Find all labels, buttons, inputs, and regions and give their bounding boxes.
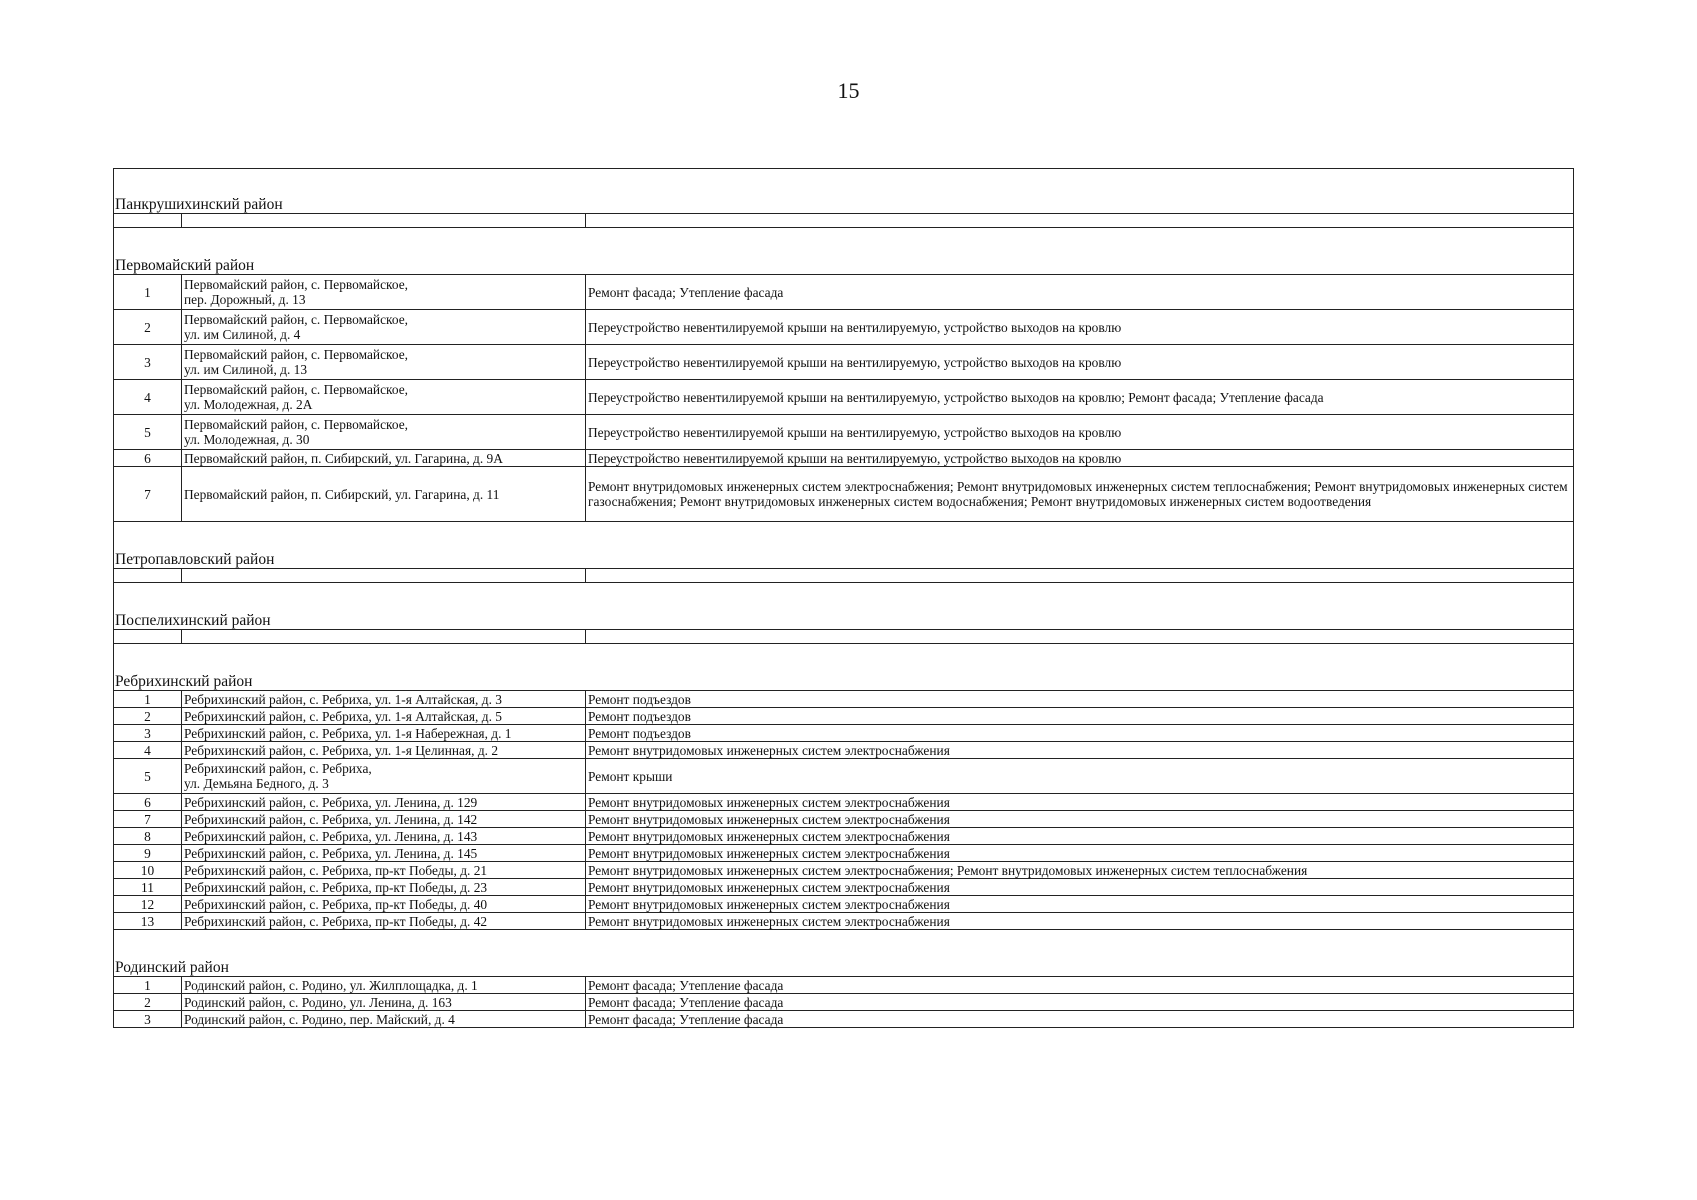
row-number: 10 [114,862,182,879]
address-line: Родинский район, с. Родино, пер. Майский, д. 4 [184,1011,455,1027]
row-number: 2 [114,994,182,1011]
repair-program-table [113,168,1574,1028]
address-cell [182,275,586,310]
address-line: Первомайский район, с. Первомайское, [184,312,408,327]
row-number: 1 [114,691,182,708]
table-row [114,691,1574,708]
works-cell: Ремонт внутридомовых инженерных систем электроснабжения [586,828,1574,845]
address-line: ул. им Силиной, д. 4 [184,327,301,342]
table-row [114,708,1574,725]
works-cell: Ремонт внутридомовых инженерных систем электроснабжения; Ремонт внутридомовых инженерных систем теплоснабжения [586,862,1574,879]
district-header-row [114,195,1574,214]
table-row [114,879,1574,896]
table-body [114,169,1574,1028]
address-line: Первомайский район, п. Сибирский, ул. Гагарина, д. 9А [184,450,503,466]
address-cell [182,759,586,794]
address-cell [182,415,586,450]
works-cell: Ремонт внутридомовых инженерных систем электроснабжения; Ремонт внутридомовых инженерных систем теплоснабжения; Ремонт внутридомовых инженерных систем газоснабжения; Ремонт внутридомовых инженерных систем водоснабжения; Ремонт внутридомовых инженерных систем водоотведения [586,467,1574,522]
num-cell [114,569,182,583]
works-cell: Ремонт внутридомовых инженерных систем электроснабжения [586,742,1574,759]
district-header-row [114,672,1574,691]
works-cell: Ремонт внутридомовых инженерных систем электроснабжения [586,879,1574,896]
table-row [114,380,1574,415]
district-name: Петропавловский район [114,550,1574,569]
table-row [114,862,1574,879]
address-line: Ребрихинский район, с. Ребриха, пр-кт Победы, д. 23 [184,879,488,895]
table-row [114,742,1574,759]
table-row [114,450,1574,467]
row-number: 11 [114,879,182,896]
table-row [114,977,1574,994]
district-header-row [114,550,1574,569]
row-number: 1 [114,275,182,310]
address-line: Родинский район, с. Родино, ул. Жилплощадка, д. 1 [184,977,478,993]
table-row [114,913,1574,930]
address-cell [182,879,586,896]
address-line: Ребрихинский район, с. Ребриха, [184,761,372,776]
works-cell [586,214,1574,228]
works-cell: Ремонт фасада; Утепление фасада [586,275,1574,310]
row-number: 6 [114,450,182,467]
spacer-cell [114,930,1574,959]
spacer-cell [114,644,1574,673]
works-cell: Переустройство невентилируемой крыши на вентилируемую, устройство выходов на кровлю [586,345,1574,380]
spacer-row [114,583,1574,612]
spacer-cell [114,169,1574,196]
row-number: 6 [114,794,182,811]
address-line: Ребрихинский район, с. Ребриха, ул. 1-я Набережная, д. 1 [184,725,512,741]
address-line: ул. Молодежная, д. 2А [184,397,313,412]
address-cell [182,845,586,862]
district-header-row [114,256,1574,275]
address-line: Ребрихинский район, с. Ребриха, ул. Ленина, д. 129 [184,794,478,810]
district-name: Родинский район [114,958,1574,977]
row-number: 4 [114,742,182,759]
address-line: Ребрихинский район, с. Ребриха, ул. Ленина, д. 145 [184,845,478,861]
address-line: ул. им Силиной, д. 13 [184,362,308,377]
address-line: Ребрихинский район, с. Ребриха, пр-кт Победы, д. 40 [184,896,488,912]
district-header-row [114,611,1574,630]
works-cell: Переустройство невентилируемой крыши на вентилируемую, устройство выходов на кровлю; Ремонт фасада; Утепление фасада [586,380,1574,415]
address-cell [182,742,586,759]
address-cell [182,310,586,345]
address-cell [182,691,586,708]
spacer-row [114,228,1574,257]
row-number: 1 [114,977,182,994]
address-cell [182,896,586,913]
row-number: 7 [114,467,182,522]
table-row [114,811,1574,828]
works-cell: Ремонт подъездов [586,725,1574,742]
row-number: 3 [114,345,182,380]
address-line: Ребрихинский район, с. Ребриха, ул. 1-я Целинная, д. 2 [184,742,499,758]
table-row [114,310,1574,345]
address-line: Первомайский район, с. Первомайское, [184,347,408,362]
address-line: Ребрихинский район, с. Ребриха, пр-кт Победы, д. 42 [184,913,488,929]
num-cell [114,630,182,644]
address-cell [182,977,586,994]
address-cell [182,630,586,644]
address-line: Ребрихинский район, с. Ребриха, ул. 1-я Алтайская, д. 5 [184,708,502,724]
table-row [114,759,1574,794]
table-row [114,994,1574,1011]
row-number: 2 [114,708,182,725]
empty-row [114,630,1574,644]
page-number: 15 [837,78,860,103]
works-cell: Переустройство невентилируемой крыши на вентилируемую, устройство выходов на кровлю [586,310,1574,345]
district-name: Ребрихинский район [114,672,1574,691]
address-cell [182,467,586,522]
spacer-cell [114,583,1574,612]
address-cell [182,862,586,879]
works-cell: Ремонт внутридомовых инженерных систем электроснабжения [586,811,1574,828]
address-cell [182,913,586,930]
address-line: Первомайский район, с. Первомайское, [184,382,408,397]
spacer-cell [114,522,1574,551]
address-line: Ребрихинский район, с. Ребриха, пр-кт Победы, д. 21 [184,862,488,878]
address-cell [182,811,586,828]
works-cell [586,630,1574,644]
address-line: Первомайский район, с. Первомайское, [184,277,408,292]
works-cell: Ремонт внутридомовых инженерных систем электроснабжения [586,845,1574,862]
row-number: 7 [114,811,182,828]
table-row [114,794,1574,811]
works-cell: Ремонт крыши [586,759,1574,794]
address-cell [182,569,586,583]
works-cell: Ремонт подъездов [586,708,1574,725]
table-row [114,725,1574,742]
address-cell [182,214,586,228]
spacer-row [114,644,1574,673]
spacer-row [114,522,1574,551]
row-number: 12 [114,896,182,913]
table-row [114,828,1574,845]
row-number: 5 [114,415,182,450]
table-row [114,345,1574,380]
empty-row [114,569,1574,583]
works-cell: Ремонт внутридомовых инженерных систем электроснабжения [586,794,1574,811]
works-cell: Ремонт внутридомовых инженерных систем электроснабжения [586,913,1574,930]
works-cell: Ремонт фасада; Утепление фасада [586,977,1574,994]
row-number: 5 [114,759,182,794]
table-row [114,896,1574,913]
address-cell [182,828,586,845]
works-cell: Переустройство невентилируемой крыши на вентилируемую, устройство выходов на кровлю [586,450,1574,467]
table-row [114,275,1574,310]
district-name: Панкрушихинский район [114,195,1574,214]
address-cell [182,1011,586,1028]
row-number: 9 [114,845,182,862]
row-number: 3 [114,1011,182,1028]
row-number: 3 [114,725,182,742]
table-row [114,467,1574,522]
district-name: Поспелихинский район [114,611,1574,630]
address-line: Первомайский район, п. Сибирский, ул. Гагарина, д. 11 [184,486,500,502]
district-name: Первомайский район [114,256,1574,275]
table-row [114,845,1574,862]
table-row [114,1011,1574,1028]
address-line: Ребрихинский район, с. Ребриха, ул. Ленина, д. 143 [184,828,478,844]
address-cell [182,450,586,467]
address-line: Ребрихинский район, с. Ребриха, ул. Ленина, д. 142 [184,811,478,827]
works-cell [586,569,1574,583]
row-number: 13 [114,913,182,930]
row-number: 4 [114,380,182,415]
address-cell [182,994,586,1011]
row-number: 2 [114,310,182,345]
address-line: ул. Демьяна Бедного, д. 3 [184,776,329,791]
address-line: Ребрихинский район, с. Ребриха, ул. 1-я Алтайская, д. 3 [184,691,502,707]
num-cell [114,214,182,228]
works-cell: Ремонт фасада; Утепление фасада [586,1011,1574,1028]
works-cell: Ремонт подъездов [586,691,1574,708]
address-cell [182,725,586,742]
address-line: ул. Молодежная, д. 30 [184,432,310,447]
address-cell [182,794,586,811]
address-cell [182,708,586,725]
address-cell [182,345,586,380]
works-cell: Ремонт фасада; Утепление фасада [586,994,1574,1011]
empty-row [114,214,1574,228]
address-line: пер. Дорожный, д. 13 [184,292,306,307]
spacer-row [114,169,1574,196]
address-line: Первомайский район, с. Первомайское, [184,417,408,432]
spacer-row [114,930,1574,959]
address-cell [182,380,586,415]
spacer-cell [114,228,1574,257]
works-cell: Переустройство невентилируемой крыши на вентилируемую, устройство выходов на кровлю [586,415,1574,450]
address-line: Родинский район, с. Родино, ул. Ленина, д. 163 [184,994,452,1010]
works-cell: Ремонт внутридомовых инженерных систем электроснабжения [586,896,1574,913]
table-row [114,415,1574,450]
row-number: 8 [114,828,182,845]
district-header-row [114,958,1574,977]
